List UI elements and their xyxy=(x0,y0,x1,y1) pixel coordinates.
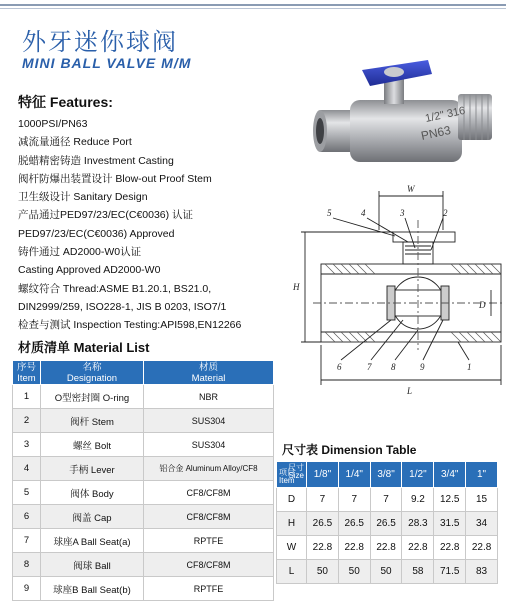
label-h: H xyxy=(293,282,300,292)
size-header: 1/8" xyxy=(307,462,339,488)
title-chinese: 外牙迷你球阀 xyxy=(22,28,178,56)
table-row xyxy=(13,433,274,457)
material: SUS304 xyxy=(143,433,273,457)
corner-item-label: 项目 Item xyxy=(279,468,295,485)
designation: 阀杆 Stem xyxy=(41,409,144,433)
dim-value: 50 xyxy=(338,560,370,584)
dimension-table-heading: 尺寸表 Dimension Table xyxy=(282,443,417,457)
callout-8: 8 xyxy=(391,362,396,372)
dim-value: 34 xyxy=(466,512,498,536)
dimension-header-row xyxy=(277,462,498,488)
item-no: 8 xyxy=(13,553,41,577)
feature-line: DIN2999/259, ISO228-1, JIS B 0203, ISO7/1 xyxy=(18,300,227,313)
callout-1: 1 xyxy=(467,362,472,372)
designation: 球座B Ball Seat(b) xyxy=(41,577,144,601)
item-no: 9 xyxy=(13,577,41,601)
col-designation: 名称 Designation xyxy=(41,361,144,385)
features-heading: 特征 Features: xyxy=(18,94,113,110)
feature-line: 产品通过PED97/23/EC(C€0036) 认证 xyxy=(18,209,194,222)
dim-value: 50 xyxy=(370,560,402,584)
designation: 阀球 Ball xyxy=(41,553,144,577)
feature-line: 螺纹符合 Thread:ASME B1.20.1, BS21.0, xyxy=(18,282,212,295)
material: CF8/CF8M xyxy=(143,505,273,529)
size-header: 1" xyxy=(466,462,498,488)
item-no: 7 xyxy=(13,529,41,553)
callout-6: 6 xyxy=(337,362,342,372)
material: RPTFE xyxy=(143,577,273,601)
dim-value: 9.2 xyxy=(402,488,434,512)
designation: 球座A Ball Seat(a) xyxy=(41,529,144,553)
dim-value: 28.3 xyxy=(402,512,434,536)
lever-outline xyxy=(393,232,455,242)
item-no: 5 xyxy=(13,481,41,505)
dim-item: W xyxy=(277,536,307,560)
material-list-heading: 材质清单 Material List xyxy=(18,340,150,355)
size-header: 1/2" xyxy=(402,462,434,488)
material: CF8/CF8M xyxy=(143,481,273,505)
feature-line: 减流量通径 Reduce Port xyxy=(18,136,132,149)
valve-photo xyxy=(300,52,500,184)
dim-value: 26.5 xyxy=(370,512,402,536)
dim-value: 7 xyxy=(338,488,370,512)
size-header: 1/4" xyxy=(338,462,370,488)
feature-line: Casting Approved AD2000-W0 xyxy=(18,264,161,277)
material: NBR xyxy=(143,385,273,409)
item-no: 1 xyxy=(13,385,41,409)
dim-value: 22.8 xyxy=(402,536,434,560)
dim-value: 58 xyxy=(402,560,434,584)
dim-value: 71.5 xyxy=(434,560,466,584)
left-thread xyxy=(313,110,354,152)
table-row xyxy=(13,385,274,409)
designation: 手柄 Lever xyxy=(41,457,144,481)
dim-value: 22.8 xyxy=(466,536,498,560)
size-header: 3/8" xyxy=(370,462,402,488)
dim-item: D xyxy=(277,488,307,512)
dim-value: 26.5 xyxy=(307,512,339,536)
dim-value: 50 xyxy=(307,560,339,584)
feature-line: 阀杆防爆出装置设计 Blow-out Proof Stem xyxy=(18,172,212,185)
feature-line: 卫生级设计 Sanitary Design xyxy=(18,191,148,204)
body-marking-size: 1/2" 316 xyxy=(424,104,467,125)
table-row xyxy=(13,577,274,601)
features-block xyxy=(18,92,308,335)
dim-value: 26.5 xyxy=(338,512,370,536)
size-header: 3/4" xyxy=(434,462,466,488)
callout-7: 7 xyxy=(367,362,372,372)
callout-3: 3 xyxy=(400,208,405,218)
dim-item: H xyxy=(277,512,307,536)
dim-value: 12.5 xyxy=(434,488,466,512)
table-row xyxy=(277,560,498,584)
table-row xyxy=(277,536,498,560)
feature-line: 脱蜡精密铸造 Investment Casting xyxy=(18,154,174,167)
table-row xyxy=(13,553,274,577)
label-w: W xyxy=(407,184,415,194)
material: 铝合金 Aluminum Alloy/CF8 xyxy=(143,457,273,481)
table-row xyxy=(13,505,274,529)
material: SUS304 xyxy=(143,409,273,433)
feature-line: 1000PSI/PN63 xyxy=(18,118,88,130)
dim-item: L xyxy=(277,560,307,584)
table-row xyxy=(13,481,274,505)
designation: 螺丝 Bolt xyxy=(41,433,144,457)
table-row xyxy=(13,457,274,481)
item-no: 4 xyxy=(13,457,41,481)
dim-value: 22.8 xyxy=(338,536,370,560)
designation: 阀体 Body xyxy=(41,481,144,505)
top-rule xyxy=(0,0,506,14)
corner-size-label: 尺寸 Size xyxy=(288,463,304,480)
rule-line xyxy=(0,8,506,9)
callout-9: 9 xyxy=(420,362,425,372)
item-no: 2 xyxy=(13,409,41,433)
lever-nut xyxy=(384,67,404,77)
callout-2: 2 xyxy=(443,208,448,218)
table-row xyxy=(277,512,498,536)
designation: 阀盖 Cap xyxy=(41,505,144,529)
dim-value: 7 xyxy=(307,488,339,512)
dim-value: 83 xyxy=(466,560,498,584)
label-d: D xyxy=(479,300,486,310)
dim-value: 22.8 xyxy=(370,536,402,560)
title-english: MINI BALL VALVE M/M xyxy=(22,55,192,71)
table-row xyxy=(13,529,274,553)
feature-line: 铸件通过 AD2000-W0认证 xyxy=(18,246,142,259)
col-material: 材质 Material xyxy=(143,361,273,385)
feature-line: 检查与测试 Inspection Testing:API598,EN12266 xyxy=(18,319,242,332)
dimension-table xyxy=(276,461,498,584)
col-item: 序号 Item xyxy=(13,361,41,385)
material: RPTFE xyxy=(143,529,273,553)
feature-line: PED97/23/EC(C€0036) Approved xyxy=(18,227,175,240)
material-header-row xyxy=(13,361,274,385)
item-no: 6 xyxy=(13,505,41,529)
designation: O型密封圈 O-ring xyxy=(41,385,144,409)
item-no: 3 xyxy=(13,433,41,457)
dim-value: 7 xyxy=(370,488,402,512)
corner-cell xyxy=(277,462,307,488)
callout-4: 4 xyxy=(361,208,366,218)
table-row xyxy=(13,409,274,433)
material: CF8/CF8M xyxy=(143,553,273,577)
callout-5: 5 xyxy=(327,208,332,218)
rule-line xyxy=(0,4,506,6)
material-table xyxy=(12,360,274,601)
table-row xyxy=(277,488,498,512)
dim-value: 15 xyxy=(466,488,498,512)
section-drawing xyxy=(283,180,505,405)
body-marking-pn: PN63 xyxy=(419,122,452,143)
label-l: L xyxy=(407,386,413,396)
dim-value: 22.8 xyxy=(307,536,339,560)
dim-value: 31.5 xyxy=(434,512,466,536)
dim-value: 22.8 xyxy=(434,536,466,560)
